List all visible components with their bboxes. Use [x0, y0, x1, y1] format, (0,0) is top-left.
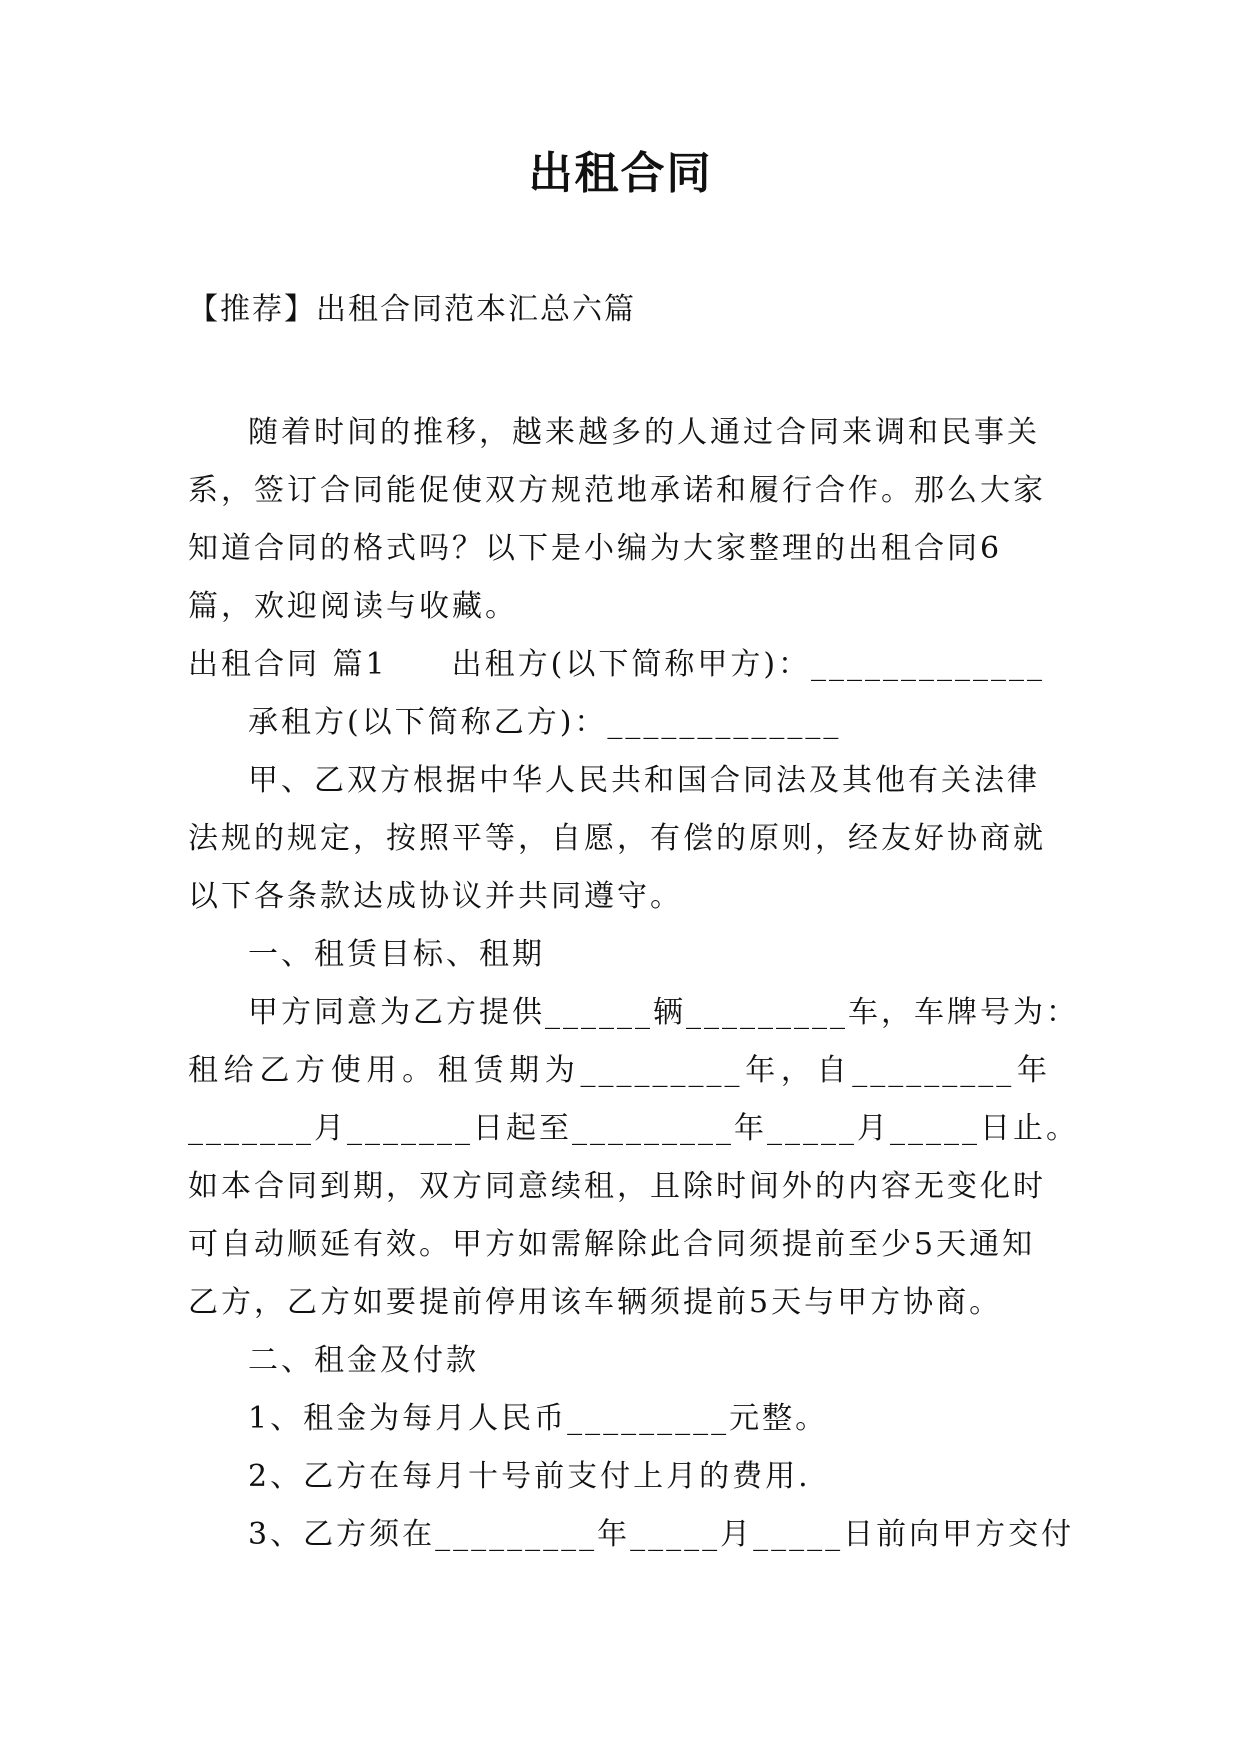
document-title: 出租合同 [528, 148, 713, 199]
section-1-line-2: 租给乙方使用。租赁期为_________年，自_________年 [188, 1053, 1050, 1088]
section-1-line-3: _______月_______日起至_________年_____月_____日止。 [188, 1111, 1079, 1146]
article-label: 出租合同 篇1 [188, 647, 388, 682]
document-body [188, 404, 1079, 1564]
lessee-field: 承租方(以下简称乙方)：_____________ [248, 705, 842, 740]
section-2-heading: 二、租金及付款 [248, 1343, 479, 1378]
lessor-field: 出租方(以下简称甲方)：_____________ [451, 647, 1046, 682]
preamble-paragraph: 甲、乙双方根据中华人民共和国合同法及其他有关法律法规的规定，按照平等，自愿，有偿的原则，经友好协商就以下各条款达成协议并共同遵守。 [188, 763, 1046, 914]
section-2-item-2: 2、乙方在每月十号前支付上月的费用. [248, 1459, 811, 1494]
section-2-item-3: 3、乙方须在_________年_____月_____日前向甲方交付 [248, 1517, 1075, 1552]
intro-paragraph: 随着时间的推移，越来越多的人通过合同来调和民事关系，签订合同能促使双方规范地承诺和履行合作。那么大家知道合同的格式吗？以下是小编为大家整理的出租合同6篇，欢迎阅读与收藏。 [188, 415, 1046, 624]
section-1-line-1: 甲方同意为乙方提供______辆_________车，车牌号为： [248, 995, 1079, 1030]
document-subtitle: 【推荐】出租合同范本汇总六篇 [188, 292, 636, 327]
article-heading-line [188, 636, 1050, 694]
section-1-heading: 一、租赁目标、租期 [248, 937, 545, 972]
section-2-item-1: 1、租金为每月人民币_________元整。 [248, 1401, 829, 1436]
section-1-paragraph: 如本合同到期，双方同意续租，且除时间外的内容无变化时可自动顺延有效。甲方如需解除此合同须提前至少5天通知乙方，乙方如要提前停用该车辆须提前5天与甲方协商。 [188, 1169, 1046, 1320]
